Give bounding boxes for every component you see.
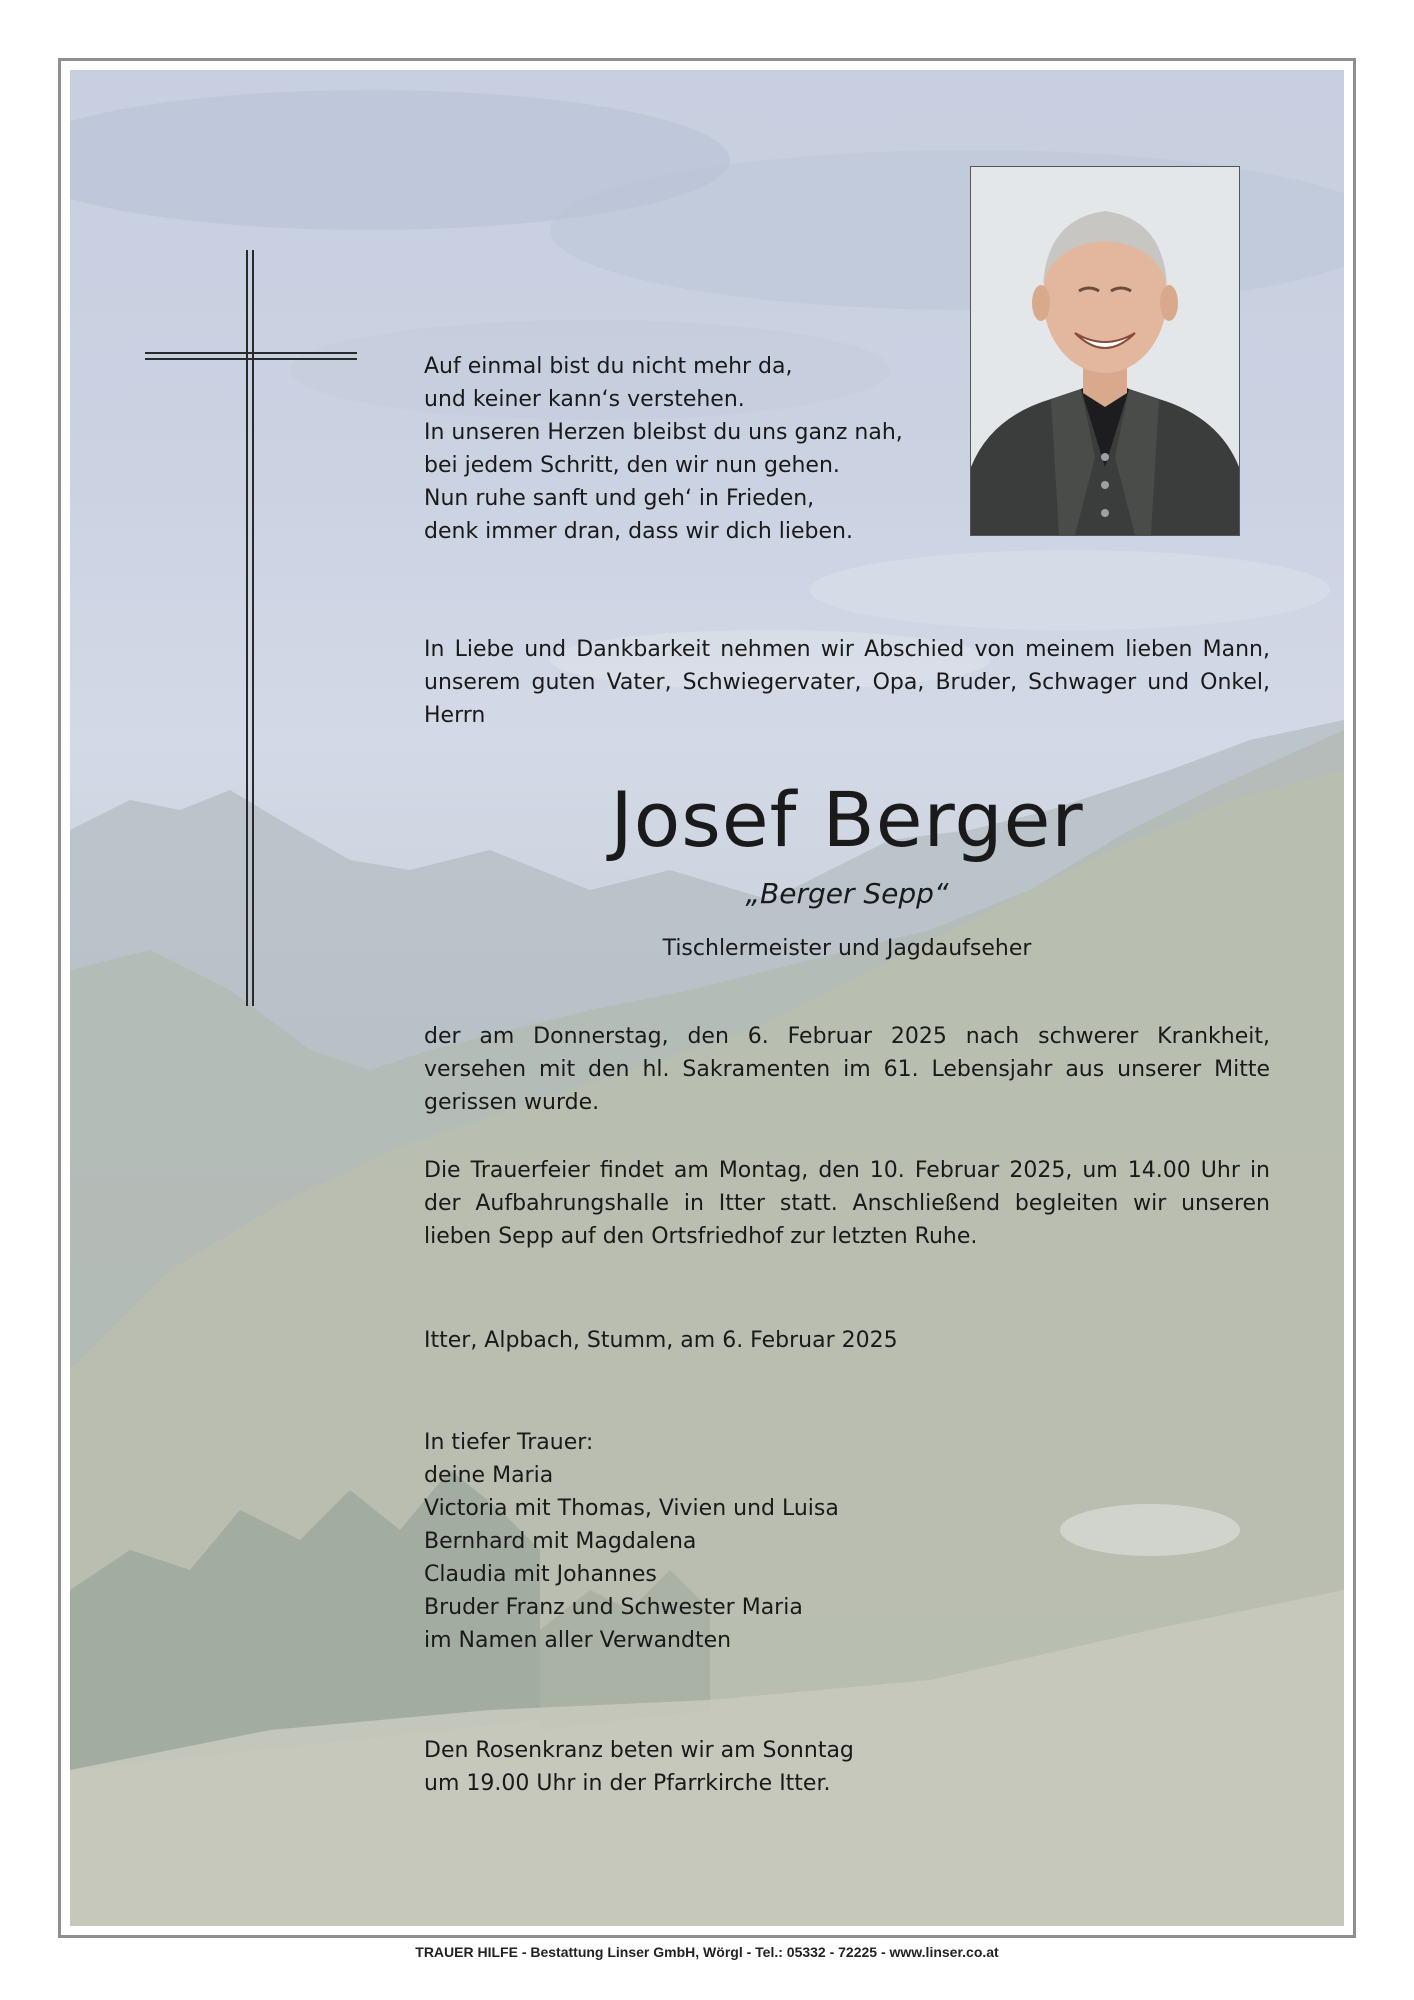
mourner-line: deine Maria [424,1463,554,1488]
mourner-line: Victoria mit Thomas, Vivien und Luisa [424,1496,839,1521]
mourner-line: im Namen aller Verwandten [424,1628,732,1653]
poem-line: und keiner kann‘s verstehen. [424,387,745,412]
rosary-line: Den Rosenkranz beten wir am Sonntag [424,1738,854,1763]
deceased-name: Josef Berger [610,775,1084,864]
poem-line: Nun ruhe sanft und geh‘ in Frieden, [424,486,815,511]
service-paragraph: Die Trauerfeier findet am Montag, den 10. Februar 2025, um 14.00 Uhr in der Aufbahrungshalle in Itter statt. Anschließend begleiten wir unseren lieben Sepp auf den Ortsfriedhof zur letzten Ruhe. [424,1158,1270,1249]
poem [424,350,944,548]
poem-line: Auf einmal bist du nicht mehr da, [424,354,793,379]
intro-paragraph: In Liebe und Dankbarkeit nehmen wir Abschied von meinem lieben Mann, unserem guten Vater, Schwiegervater, Opa, Bruder, Schwager und Onkel, Herrn [424,637,1270,728]
mourner-line: Bernhard mit Magdalena [424,1529,697,1554]
place-date: Itter, Alpbach, Stumm, am 6. Februar 2025 [424,1328,898,1353]
rosary-notice [424,1734,1270,1800]
profession: Tischlermeister und Jagdaufseher [662,936,1032,961]
footer-imprint: TRAUER HILFE - Bestattung Linser GmbH, Wörgl - Tel.: 05332 - 72225 - www.linser.co.at [415,1944,999,1960]
poem-line: bei jedem Schritt, den wir nun gehen. [424,453,840,478]
poem-line: In unseren Herzen bleibst du uns ganz nah, [424,420,903,445]
mourners-heading: In tiefer Trauer: [424,1430,594,1455]
mourners-list [424,1426,1270,1657]
nickname: „Berger Sepp“ [745,877,949,910]
portrait-photo [970,166,1240,536]
portrait-person-icon [971,167,1239,535]
mourner-line: Claudia mit Johannes [424,1562,657,1587]
rosary-line: um 19.00 Uhr in der Pfarrkirche Itter. [424,1771,831,1796]
poem-line: denk immer dran, dass wir dich lieben. [424,519,853,544]
death-notice-paragraph: der am Donnerstag, den 6. Februar 2025 nach schwerer Krankheit, versehen mit den hl. Sakramenten im 61. Lebensjahr aus unserer Mitte gerissen wurde. [424,1024,1270,1115]
mourner-line: Bruder Franz und Schwester Maria [424,1595,803,1620]
